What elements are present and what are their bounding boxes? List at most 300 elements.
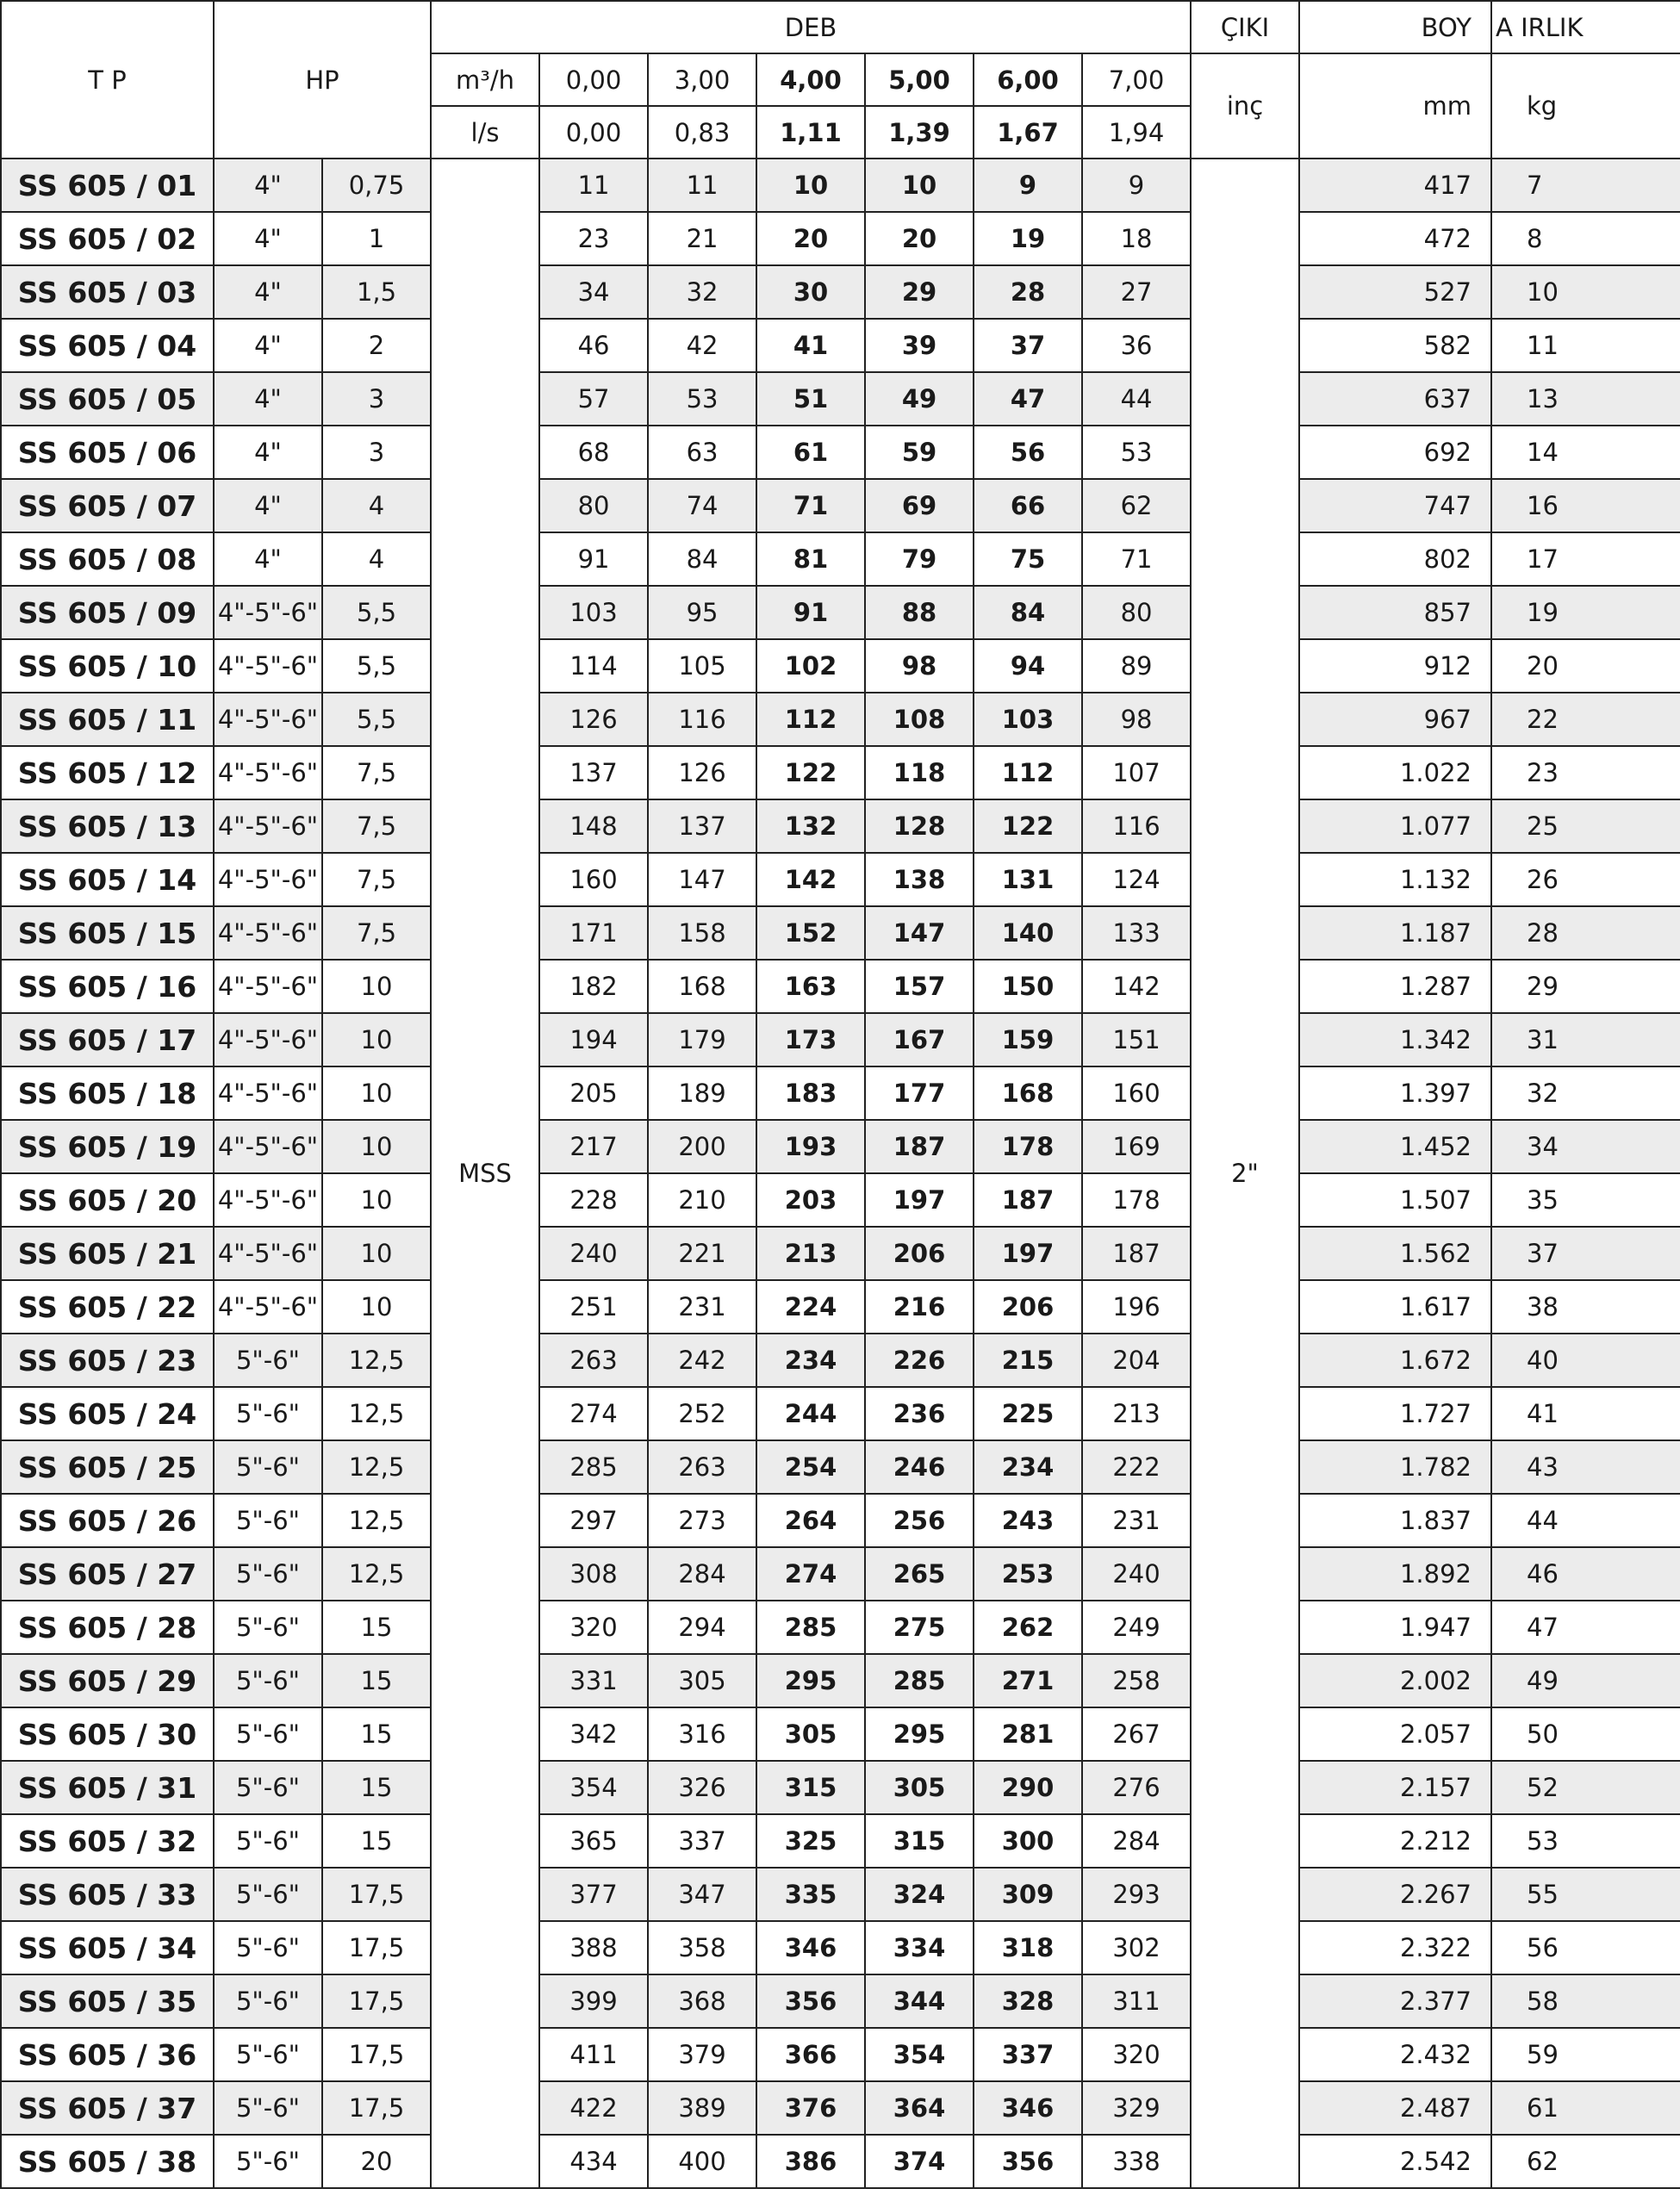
flow-m3h-cell: 3,00 — [648, 53, 756, 106]
head-value-cell: 368 — [648, 1974, 756, 2028]
head-value-cell: 27 — [1082, 265, 1191, 319]
model-cell: SS 605 / 10 — [1, 639, 214, 693]
head-value-cell: 32 — [648, 265, 756, 319]
head-value-cell: 290 — [974, 1761, 1082, 1814]
head-value-cell: 34 — [539, 265, 648, 319]
head-value-cell: 80 — [1082, 586, 1191, 639]
length-cell: 1.077 — [1299, 799, 1491, 853]
head-value-cell: 69 — [865, 479, 974, 532]
length-cell: 637 — [1299, 372, 1491, 426]
head-value-cell: 107 — [1082, 746, 1191, 799]
model-cell: SS 605 / 09 — [1, 586, 214, 639]
head-value-cell: 366 — [756, 2028, 865, 2081]
hp-cell: 7,5 — [322, 746, 431, 799]
weight-cell: 40 — [1491, 1334, 1680, 1387]
table-row — [1, 1013, 1680, 1066]
flow-m3h-cell: 7,00 — [1082, 53, 1191, 106]
table-row — [1, 853, 1680, 906]
head-value-cell: 249 — [1082, 1601, 1191, 1654]
model-cell: SS 605 / 38 — [1, 2135, 214, 2188]
head-value-cell: 276 — [1082, 1761, 1191, 1814]
head-value-cell: 103 — [539, 586, 648, 639]
model-cell: SS 605 / 32 — [1, 1814, 214, 1868]
length-cell: 967 — [1299, 693, 1491, 746]
head-value-cell: 422 — [539, 2081, 648, 2135]
head-value-cell: 112 — [974, 746, 1082, 799]
head-value-cell: 159 — [974, 1013, 1082, 1066]
head-value-cell: 273 — [648, 1494, 756, 1547]
head-value-cell: 326 — [648, 1761, 756, 1814]
table-row — [1, 1921, 1680, 1974]
length-cell: 1.287 — [1299, 960, 1491, 1013]
model-cell: SS 605 / 28 — [1, 1601, 214, 1654]
weight-cell: 35 — [1491, 1173, 1680, 1227]
head-value-cell: 102 — [756, 639, 865, 693]
head-value-cell: 320 — [1082, 2028, 1191, 2081]
head-value-cell: 98 — [865, 639, 974, 693]
head-value-cell: 315 — [756, 1761, 865, 1814]
head-value-cell: 434 — [539, 2135, 648, 2188]
head-value-cell: 163 — [756, 960, 865, 1013]
head-value-cell: 95 — [648, 586, 756, 639]
model-cell: SS 605 / 26 — [1, 1494, 214, 1547]
head-value-cell: 389 — [648, 2081, 756, 2135]
head-value-cell: 63 — [648, 426, 756, 479]
table-row — [1, 479, 1680, 532]
table-row — [1, 799, 1680, 853]
table-row — [1, 1494, 1680, 1547]
head-value-cell: 275 — [865, 1601, 974, 1654]
head-value-cell: 231 — [648, 1280, 756, 1334]
motor-size-cell: 4"-5"-6" — [214, 639, 322, 693]
head-value-cell: 331 — [539, 1654, 648, 1707]
head-value-cell: 18 — [1082, 212, 1191, 265]
motor-size-cell: 5"-6" — [214, 1654, 322, 1707]
table-row — [1, 746, 1680, 799]
hp-cell: 5,5 — [322, 639, 431, 693]
head-value-cell: 215 — [974, 1334, 1082, 1387]
flow-ls-cell: 1,11 — [756, 106, 865, 159]
motor-size-cell: 4"-5"-6" — [214, 799, 322, 853]
weight-cell: 32 — [1491, 1066, 1680, 1120]
table-row — [1, 372, 1680, 426]
head-value-cell: 122 — [974, 799, 1082, 853]
hp-cell: 12,5 — [322, 1334, 431, 1387]
model-cell: SS 605 / 13 — [1, 799, 214, 853]
weight-cell: 34 — [1491, 1120, 1680, 1173]
head-value-cell: 61 — [756, 426, 865, 479]
hp-cell: 4 — [322, 532, 431, 586]
head-value-cell: 41 — [756, 319, 865, 372]
table-row — [1, 1868, 1680, 1921]
head-value-cell: 325 — [756, 1814, 865, 1868]
length-cell: 2.267 — [1299, 1868, 1491, 1921]
length-cell: 1.187 — [1299, 906, 1491, 960]
head-value-cell: 126 — [648, 746, 756, 799]
flow-ls-cell: 1,39 — [865, 106, 974, 159]
head-value-cell: 112 — [756, 693, 865, 746]
head-value-cell: 39 — [865, 319, 974, 372]
head-value-cell: 137 — [648, 799, 756, 853]
model-cell: SS 605 / 11 — [1, 693, 214, 746]
weight-cell: 61 — [1491, 2081, 1680, 2135]
head-value-cell: 342 — [539, 1707, 648, 1761]
hp-cell: 15 — [322, 1601, 431, 1654]
table-row — [1, 906, 1680, 960]
head-value-cell: 142 — [756, 853, 865, 906]
motor-size-cell: 4"-5"-6" — [214, 960, 322, 1013]
hp-cell: 12,5 — [322, 1547, 431, 1601]
hp-cell: 7,5 — [322, 906, 431, 960]
table-body — [1, 159, 1680, 2188]
header-hp: HP — [214, 1, 431, 159]
table-row — [1, 1120, 1680, 1173]
head-value-cell: 358 — [648, 1921, 756, 1974]
header-agirlik: A IRLIK — [1491, 1, 1680, 53]
head-value-cell: 62 — [1082, 479, 1191, 532]
head-value-cell: 274 — [756, 1547, 865, 1601]
head-value-cell: 131 — [974, 853, 1082, 906]
hp-cell: 3 — [322, 372, 431, 426]
head-value-cell: 254 — [756, 1440, 865, 1494]
hp-cell: 1,5 — [322, 265, 431, 319]
head-value-cell: 281 — [974, 1707, 1082, 1761]
head-value-cell: 71 — [1082, 532, 1191, 586]
motor-size-cell: 4"-5"-6" — [214, 1066, 322, 1120]
model-cell: SS 605 / 18 — [1, 1066, 214, 1120]
length-cell: 1.507 — [1299, 1173, 1491, 1227]
weight-cell: 11 — [1491, 319, 1680, 372]
head-value-cell: 103 — [974, 693, 1082, 746]
head-value-cell: 263 — [539, 1334, 648, 1387]
head-value-cell: 148 — [539, 799, 648, 853]
hp-cell: 15 — [322, 1654, 431, 1707]
head-value-cell: 251 — [539, 1280, 648, 1334]
head-value-cell: 262 — [974, 1601, 1082, 1654]
hp-cell: 0,75 — [322, 159, 431, 212]
length-cell: 692 — [1299, 426, 1491, 479]
length-cell: 1.837 — [1299, 1494, 1491, 1547]
motor-size-cell: 4" — [214, 319, 322, 372]
weight-cell: 31 — [1491, 1013, 1680, 1066]
hp-cell: 17,5 — [322, 2028, 431, 2081]
head-value-cell: 295 — [756, 1654, 865, 1707]
head-value-cell: 137 — [539, 746, 648, 799]
table-row — [1, 1547, 1680, 1601]
head-value-cell: 56 — [974, 426, 1082, 479]
weight-cell: 19 — [1491, 586, 1680, 639]
motor-size-cell: 5"-6" — [214, 1334, 322, 1387]
head-value-cell: 354 — [865, 2028, 974, 2081]
weight-cell: 17 — [1491, 532, 1680, 586]
weight-cell: 56 — [1491, 1921, 1680, 1974]
motor-size-cell: 5"-6" — [214, 1547, 322, 1601]
weight-cell: 13 — [1491, 372, 1680, 426]
hp-cell: 15 — [322, 1814, 431, 1868]
head-value-cell: 295 — [865, 1707, 974, 1761]
motor-size-cell: 5"-6" — [214, 1921, 322, 1974]
weight-cell: 50 — [1491, 1707, 1680, 1761]
motor-size-cell: 4"-5"-6" — [214, 906, 322, 960]
head-value-cell: 302 — [1082, 1921, 1191, 1974]
head-value-cell: 157 — [865, 960, 974, 1013]
head-value-cell: 108 — [865, 693, 974, 746]
model-cell: SS 605 / 25 — [1, 1440, 214, 1494]
head-value-cell: 203 — [756, 1173, 865, 1227]
motor-size-cell: 4"-5"-6" — [214, 1280, 322, 1334]
motor-size-cell: 4" — [214, 372, 322, 426]
head-value-cell: 271 — [974, 1654, 1082, 1707]
head-value-cell: 21 — [648, 212, 756, 265]
motor-size-cell: 5"-6" — [214, 1868, 322, 1921]
head-value-cell: 168 — [648, 960, 756, 1013]
hp-cell: 10 — [322, 1280, 431, 1334]
head-value-cell: 236 — [865, 1387, 974, 1440]
table-row — [1, 1601, 1680, 1654]
length-cell: 1.132 — [1299, 853, 1491, 906]
length-cell: 1.947 — [1299, 1601, 1491, 1654]
head-value-cell: 147 — [865, 906, 974, 960]
head-value-cell: 411 — [539, 2028, 648, 2081]
length-cell: 2.542 — [1299, 2135, 1491, 2188]
motor-size-cell: 4"-5"-6" — [214, 586, 322, 639]
weight-cell: 23 — [1491, 746, 1680, 799]
head-value-cell: 193 — [756, 1120, 865, 1173]
weight-cell: 53 — [1491, 1814, 1680, 1868]
head-value-cell: 30 — [756, 265, 865, 319]
unit-kg: kg — [1491, 53, 1680, 159]
head-value-cell: 160 — [539, 853, 648, 906]
head-value-cell: 75 — [974, 532, 1082, 586]
hp-cell: 10 — [322, 1227, 431, 1280]
head-value-cell: 240 — [539, 1227, 648, 1280]
head-value-cell: 231 — [1082, 1494, 1191, 1547]
head-value-cell: 128 — [865, 799, 974, 853]
head-value-cell: 297 — [539, 1494, 648, 1547]
length-cell: 857 — [1299, 586, 1491, 639]
head-value-cell: 44 — [1082, 372, 1191, 426]
length-cell: 2.487 — [1299, 2081, 1491, 2135]
head-value-cell: 81 — [756, 532, 865, 586]
flow-m3h-cell: 4,00 — [756, 53, 865, 106]
head-value-cell: 51 — [756, 372, 865, 426]
hp-cell: 10 — [322, 1173, 431, 1227]
head-value-cell: 376 — [756, 2081, 865, 2135]
head-value-cell: 9 — [1082, 159, 1191, 212]
model-cell: SS 605 / 05 — [1, 372, 214, 426]
table-row — [1, 960, 1680, 1013]
weight-cell: 59 — [1491, 2028, 1680, 2081]
head-value-cell: 305 — [648, 1654, 756, 1707]
head-value-cell: 116 — [1082, 799, 1191, 853]
head-value-cell: 142 — [1082, 960, 1191, 1013]
flow-m3h-cell: 6,00 — [974, 53, 1082, 106]
head-value-cell: 187 — [865, 1120, 974, 1173]
model-cell: SS 605 / 23 — [1, 1334, 214, 1387]
hp-cell: 12,5 — [322, 1440, 431, 1494]
length-cell: 1.022 — [1299, 746, 1491, 799]
head-value-cell: 379 — [648, 2028, 756, 2081]
head-value-cell: 114 — [539, 639, 648, 693]
length-cell: 1.782 — [1299, 1440, 1491, 1494]
length-cell: 2.157 — [1299, 1761, 1491, 1814]
head-value-cell: 256 — [865, 1494, 974, 1547]
head-value-cell: 400 — [648, 2135, 756, 2188]
length-cell: 2.432 — [1299, 2028, 1491, 2081]
hp-cell: 20 — [322, 2135, 431, 2188]
weight-cell: 58 — [1491, 1974, 1680, 2028]
head-value-cell: 205 — [539, 1066, 648, 1120]
head-value-cell: 337 — [648, 1814, 756, 1868]
length-cell: 2.377 — [1299, 1974, 1491, 2028]
head-value-cell: 124 — [1082, 853, 1191, 906]
head-value-cell: 84 — [974, 586, 1082, 639]
length-cell: 1.452 — [1299, 1120, 1491, 1173]
head-value-cell: 305 — [865, 1761, 974, 1814]
head-value-cell: 242 — [648, 1334, 756, 1387]
head-value-cell: 216 — [865, 1280, 974, 1334]
motor-type-cell: MSS — [431, 159, 539, 2188]
hp-cell: 7,5 — [322, 799, 431, 853]
head-value-cell: 91 — [539, 532, 648, 586]
header-cikis: ÇIKI — [1191, 1, 1299, 53]
unit-flow-m3h: m³/h — [431, 53, 539, 106]
head-value-cell: 196 — [1082, 1280, 1191, 1334]
hp-cell: 12,5 — [322, 1387, 431, 1440]
table-row — [1, 1280, 1680, 1334]
hp-cell: 12,5 — [322, 1494, 431, 1547]
weight-cell: 47 — [1491, 1601, 1680, 1654]
flow-m3h-cell: 0,00 — [539, 53, 648, 106]
head-value-cell: 98 — [1082, 693, 1191, 746]
head-value-cell: 264 — [756, 1494, 865, 1547]
head-value-cell: 71 — [756, 479, 865, 532]
hp-cell: 17,5 — [322, 1868, 431, 1921]
head-value-cell: 23 — [539, 212, 648, 265]
head-value-cell: 263 — [648, 1440, 756, 1494]
table-row — [1, 319, 1680, 372]
motor-size-cell: 4"-5"-6" — [214, 1013, 322, 1066]
hp-cell: 17,5 — [322, 1921, 431, 1974]
weight-cell: 52 — [1491, 1761, 1680, 1814]
weight-cell: 29 — [1491, 960, 1680, 1013]
head-value-cell: 246 — [865, 1440, 974, 1494]
motor-size-cell: 4" — [214, 212, 322, 265]
motor-size-cell: 5"-6" — [214, 1974, 322, 2028]
head-value-cell: 89 — [1082, 639, 1191, 693]
head-value-cell: 399 — [539, 1974, 648, 2028]
motor-size-cell: 5"-6" — [214, 1601, 322, 1654]
head-value-cell: 285 — [539, 1440, 648, 1494]
head-value-cell: 386 — [756, 2135, 865, 2188]
head-value-cell: 187 — [1082, 1227, 1191, 1280]
head-value-cell: 285 — [865, 1654, 974, 1707]
outlet-size-cell: 2" — [1191, 159, 1299, 2188]
head-value-cell: 210 — [648, 1173, 756, 1227]
length-cell: 1.727 — [1299, 1387, 1491, 1440]
head-value-cell: 374 — [865, 2135, 974, 2188]
head-value-cell: 347 — [648, 1868, 756, 1921]
head-value-cell: 258 — [1082, 1654, 1191, 1707]
hp-cell: 4 — [322, 479, 431, 532]
model-cell: SS 605 / 08 — [1, 532, 214, 586]
head-value-cell: 10 — [865, 159, 974, 212]
length-cell: 1.342 — [1299, 1013, 1491, 1066]
weight-cell: 55 — [1491, 1868, 1680, 1921]
hp-cell: 1 — [322, 212, 431, 265]
head-value-cell: 80 — [539, 479, 648, 532]
head-value-cell: 324 — [865, 1868, 974, 1921]
head-value-cell: 226 — [865, 1334, 974, 1387]
head-value-cell: 74 — [648, 479, 756, 532]
model-cell: SS 605 / 03 — [1, 265, 214, 319]
motor-size-cell: 4" — [214, 265, 322, 319]
head-value-cell: 305 — [756, 1707, 865, 1761]
model-cell: SS 605 / 14 — [1, 853, 214, 906]
head-value-cell: 11 — [648, 159, 756, 212]
head-value-cell: 244 — [756, 1387, 865, 1440]
head-value-cell: 19 — [974, 212, 1082, 265]
length-cell: 472 — [1299, 212, 1491, 265]
model-cell: SS 605 / 30 — [1, 1707, 214, 1761]
weight-cell: 38 — [1491, 1280, 1680, 1334]
model-cell: SS 605 / 24 — [1, 1387, 214, 1440]
head-value-cell: 42 — [648, 319, 756, 372]
head-value-cell: 79 — [865, 532, 974, 586]
head-value-cell: 20 — [865, 212, 974, 265]
weight-cell: 25 — [1491, 799, 1680, 853]
head-value-cell: 29 — [865, 265, 974, 319]
hp-cell: 3 — [322, 426, 431, 479]
head-value-cell: 10 — [756, 159, 865, 212]
weight-cell: 16 — [1491, 479, 1680, 532]
head-value-cell: 59 — [865, 426, 974, 479]
head-value-cell: 47 — [974, 372, 1082, 426]
model-cell: SS 605 / 01 — [1, 159, 214, 212]
head-value-cell: 267 — [1082, 1707, 1191, 1761]
motor-size-cell: 5"-6" — [214, 1387, 322, 1440]
head-value-cell: 365 — [539, 1814, 648, 1868]
model-cell: SS 605 / 16 — [1, 960, 214, 1013]
model-cell: SS 605 / 37 — [1, 2081, 214, 2135]
length-cell: 2.057 — [1299, 1707, 1491, 1761]
table-row — [1, 1440, 1680, 1494]
table-row — [1, 2135, 1680, 2188]
head-value-cell: 243 — [974, 1494, 1082, 1547]
head-value-cell: 140 — [974, 906, 1082, 960]
head-value-cell: 88 — [865, 586, 974, 639]
head-value-cell: 189 — [648, 1066, 756, 1120]
weight-cell: 37 — [1491, 1227, 1680, 1280]
head-value-cell: 388 — [539, 1921, 648, 1974]
length-cell: 1.562 — [1299, 1227, 1491, 1280]
motor-size-cell: 5"-6" — [214, 2135, 322, 2188]
motor-size-cell: 4"-5"-6" — [214, 693, 322, 746]
table-row — [1, 586, 1680, 639]
motor-size-cell: 5"-6" — [214, 2081, 322, 2135]
motor-size-cell: 5"-6" — [214, 1761, 322, 1814]
table-row — [1, 1227, 1680, 1280]
head-value-cell: 158 — [648, 906, 756, 960]
motor-size-cell: 5"-6" — [214, 2028, 322, 2081]
head-value-cell: 334 — [865, 1921, 974, 1974]
head-value-cell: 151 — [1082, 1013, 1191, 1066]
head-value-cell: 147 — [648, 853, 756, 906]
unit-flow-ls: l/s — [431, 106, 539, 159]
head-value-cell: 204 — [1082, 1334, 1191, 1387]
table-row — [1, 2028, 1680, 2081]
head-value-cell: 171 — [539, 906, 648, 960]
